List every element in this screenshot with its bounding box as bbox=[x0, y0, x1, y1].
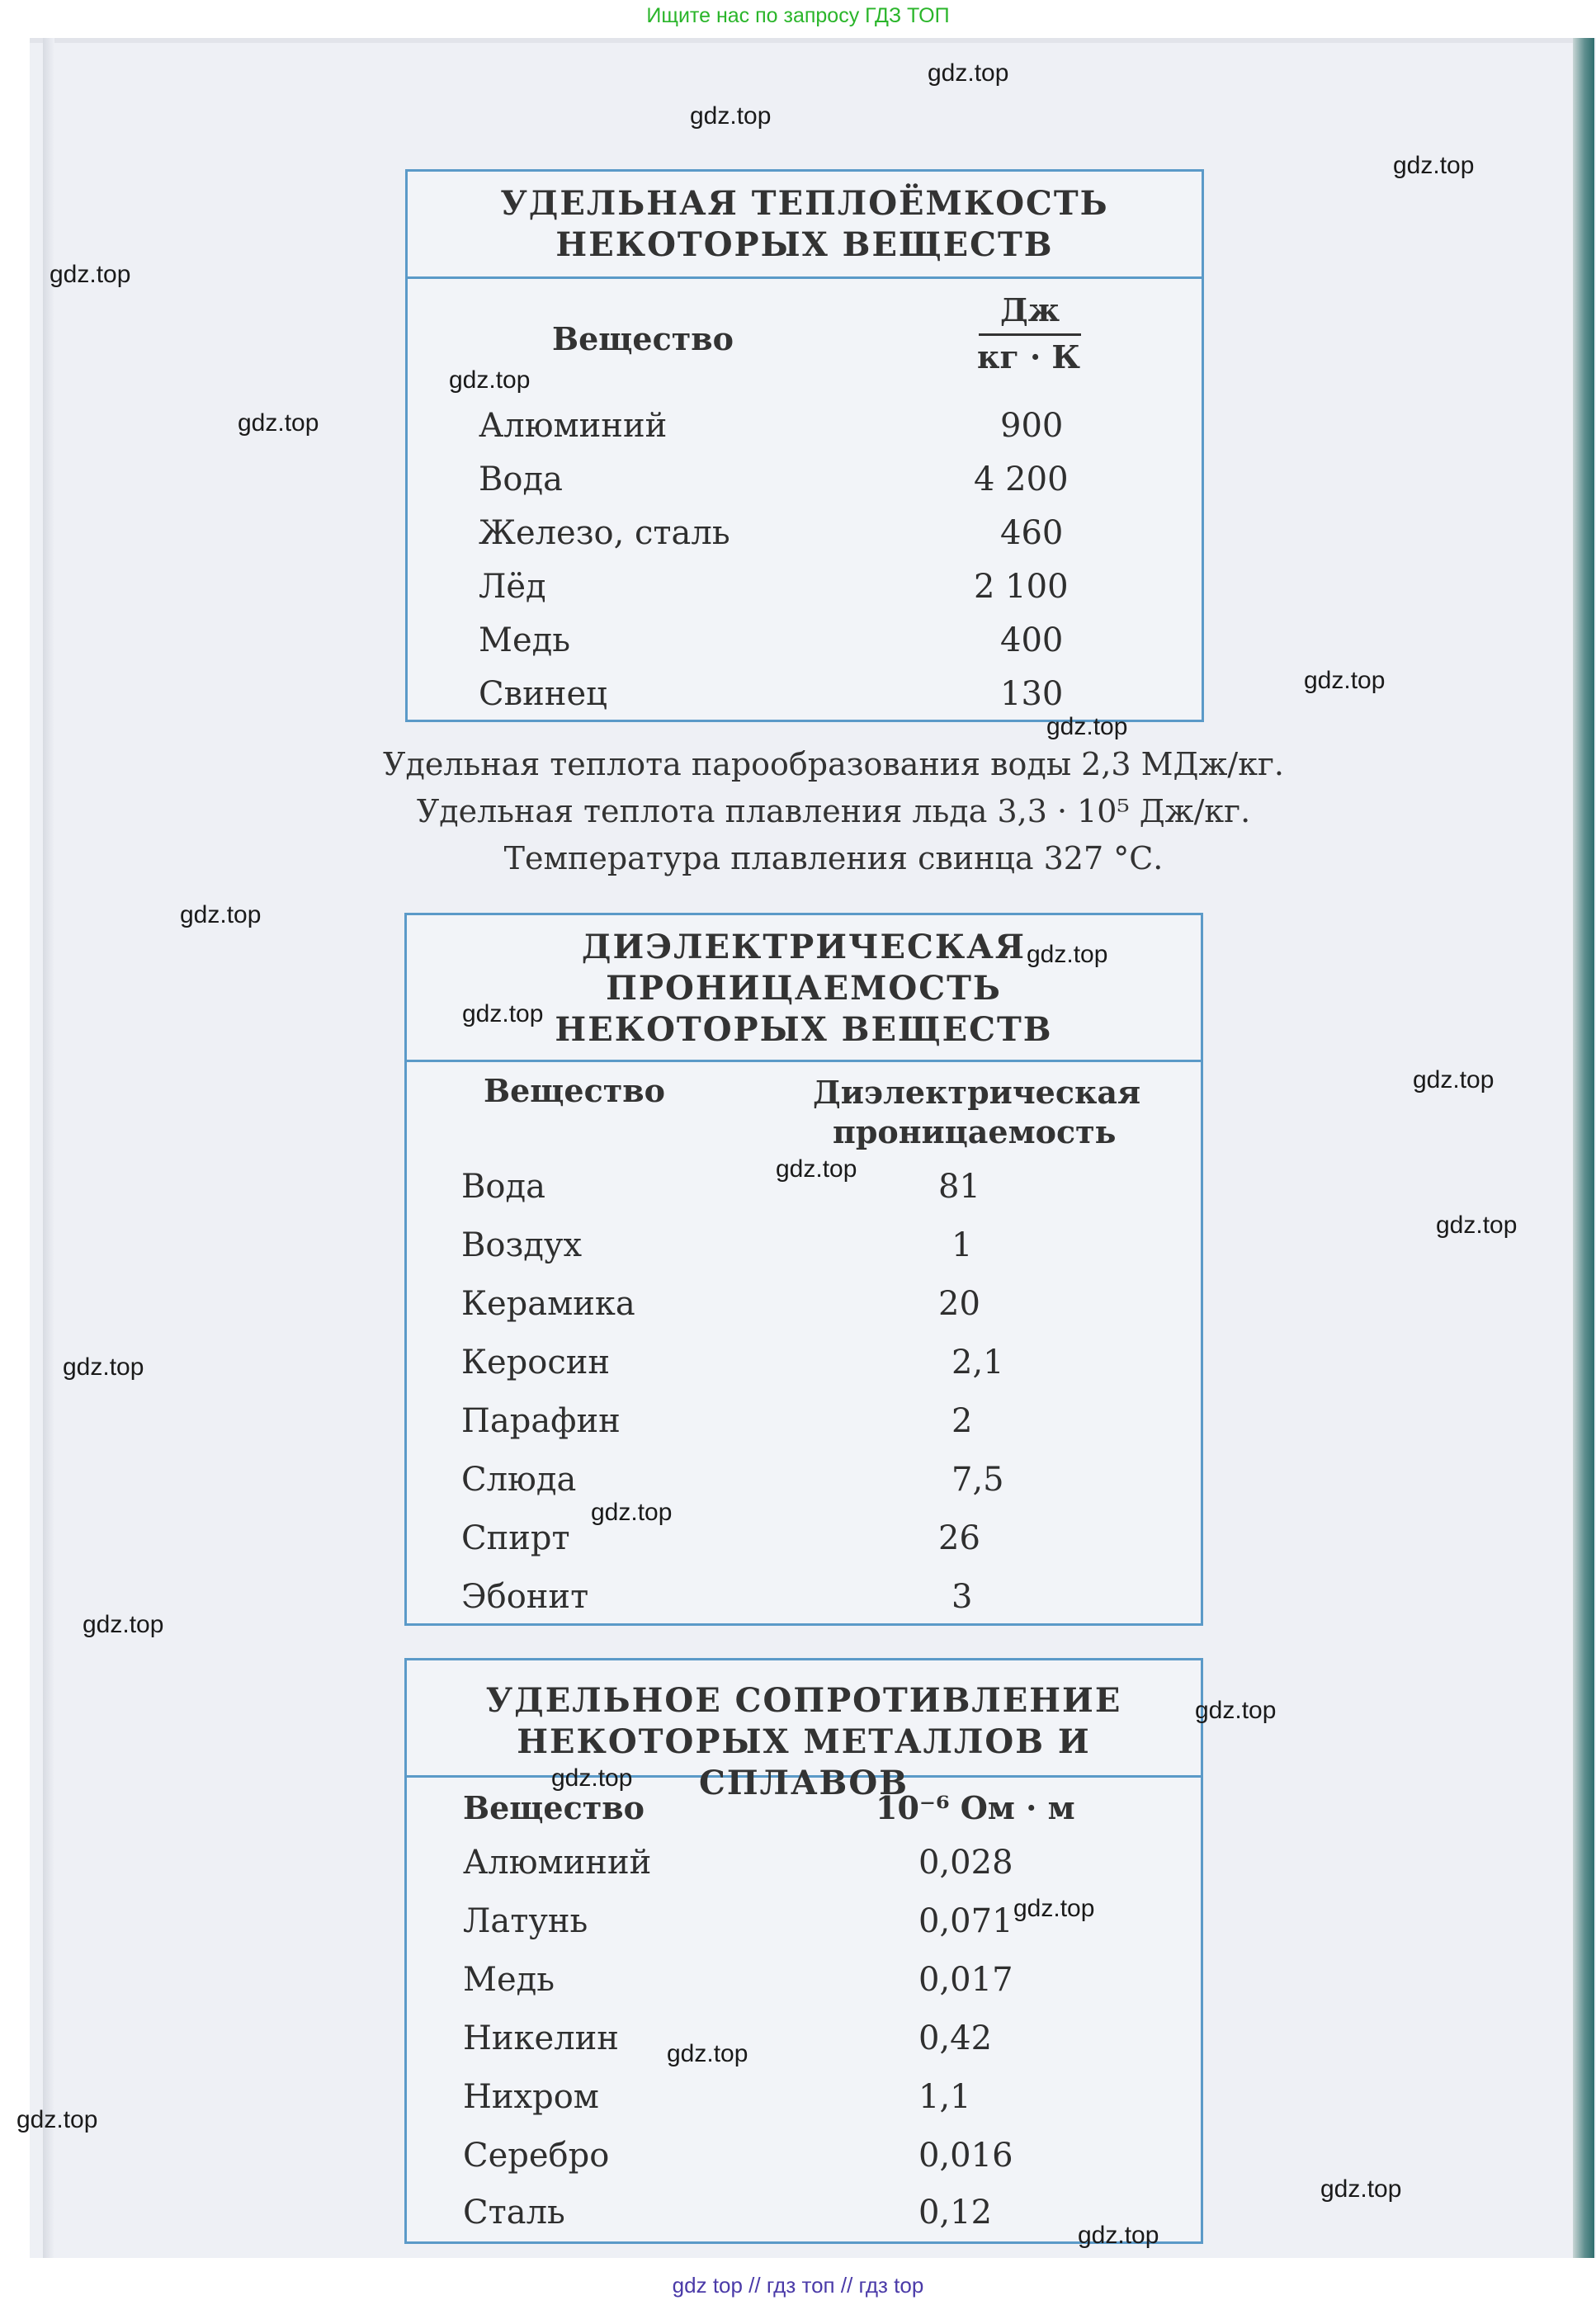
dielectric-title-line1: ДИЭЛЕКТРИЧЕСКАЯ bbox=[581, 928, 1027, 966]
substance-value: 900 bbox=[1000, 407, 1064, 445]
watermark-text: gdz.top bbox=[1304, 667, 1386, 694]
column-header-unit: 10⁻⁶ Ом · м bbox=[876, 1789, 1075, 1826]
specific-heat-title-line1: УДЕЛЬНАЯ ТЕПЛОЁМКОСТЬ bbox=[500, 184, 1109, 223]
column-header-permittivity-line1: Диэлектрическая bbox=[813, 1074, 1141, 1111]
substance-value: 1,1 bbox=[918, 2078, 971, 2116]
substance-value: 7,5 bbox=[951, 1461, 1004, 1499]
watermark-text: gdz.top bbox=[63, 1353, 144, 1381]
substance-value: 460 bbox=[1000, 514, 1064, 552]
watermark-text: gdz.top bbox=[1013, 1895, 1095, 1922]
substance-name: Воздух bbox=[461, 1226, 583, 1264]
substance-value: 0,42 bbox=[918, 2019, 993, 2057]
specific-heat-table bbox=[405, 169, 1204, 722]
substance-value: 2 bbox=[951, 1402, 973, 1440]
watermark-text: gdz.top bbox=[591, 1499, 673, 1526]
substance-name: Алюминий bbox=[479, 407, 668, 445]
column-header-substance: Вещество bbox=[484, 1072, 666, 1109]
specific-heat-title bbox=[408, 172, 1202, 279]
substance-value: 0,12 bbox=[918, 2194, 993, 2232]
watermark-text: gdz.top bbox=[690, 102, 772, 130]
substance-name: Вода bbox=[479, 461, 563, 498]
search-banner[interactable]: Ищите нас по запросу ГДЗ ТОП bbox=[646, 4, 950, 27]
substance-name: Железо, сталь bbox=[479, 514, 730, 552]
substance-name: Лёд bbox=[479, 568, 546, 606]
substance-value: 2,1 bbox=[951, 1344, 1004, 1382]
substance-value: 1 bbox=[951, 1226, 973, 1264]
watermark-text: gdz.top bbox=[1078, 2222, 1159, 2249]
substance-value: 3 bbox=[951, 1578, 973, 1616]
substance-name: Спирт bbox=[461, 1519, 570, 1557]
unit-fraction-bar bbox=[979, 333, 1081, 336]
column-header-substance: Вещество bbox=[463, 1789, 645, 1826]
watermark-text: gdz.top bbox=[1046, 713, 1128, 740]
dielectric-title-line3: НЕКОТОРЫХ ВЕЩЕСТВ bbox=[555, 1010, 1053, 1049]
dielectric-title-line2: ПРОНИЦАЕМОСТЬ bbox=[606, 969, 1002, 1008]
substance-name: Парафин bbox=[461, 1402, 621, 1440]
watermark-text: gdz.top bbox=[1393, 152, 1475, 179]
watermark-text: gdz.top bbox=[50, 261, 131, 288]
note-melting-heat: Удельная теплота плавления льда 3,3 · 10⁵ Дж/кг. bbox=[416, 793, 1251, 829]
substance-name: Медь bbox=[463, 1961, 555, 1999]
watermark-text: gdz.top bbox=[449, 366, 531, 394]
substance-value: 400 bbox=[1000, 621, 1064, 659]
substance-value: 26 bbox=[938, 1519, 980, 1557]
unit-denominator: кг · К bbox=[977, 338, 1080, 376]
specific-heat-title-line2: НЕКОТОРЫХ ВЕЩЕСТВ bbox=[555, 225, 1054, 264]
watermark-text: gdz.top bbox=[17, 2106, 98, 2133]
page-top-edge bbox=[30, 38, 1573, 43]
substance-name: Алюминий bbox=[463, 1844, 652, 1882]
watermark-text: gdz.top bbox=[238, 409, 319, 437]
watermark-text: gdz.top bbox=[776, 1155, 857, 1183]
substance-value: 130 bbox=[1000, 675, 1064, 713]
watermark-text: gdz.top bbox=[462, 1000, 544, 1027]
substance-value: 4 200 bbox=[974, 461, 1069, 498]
resistivity-title-line2: НЕКОТОРЫХ МЕТАЛЛОВ И СПЛАВОВ bbox=[517, 1722, 1091, 1802]
watermark-text: gdz.top bbox=[1195, 1697, 1277, 1724]
substance-name: Вода bbox=[461, 1168, 545, 1206]
substance-name: Серебро bbox=[463, 2137, 610, 2175]
watermark-text: gdz.top bbox=[667, 2040, 748, 2067]
note-vaporization-heat: Удельная теплота парообразования воды 2,3 МДж/кг. bbox=[383, 746, 1284, 782]
substance-name: Свинец bbox=[479, 675, 607, 713]
watermark-text: gdz.top bbox=[1027, 941, 1108, 968]
substance-name: Никелин bbox=[463, 2019, 619, 2057]
substance-name: Медь bbox=[479, 621, 571, 659]
watermark-text: gdz.top bbox=[1320, 2175, 1402, 2203]
substance-value: 20 bbox=[938, 1285, 980, 1323]
substance-value: 0,016 bbox=[918, 2137, 1013, 2175]
substance-value: 0,017 bbox=[918, 1961, 1013, 1999]
substance-name: Сталь bbox=[463, 2194, 565, 2232]
watermark-text: gdz.top bbox=[180, 901, 262, 928]
substance-value: 2 100 bbox=[974, 568, 1069, 606]
substance-value: 0,071 bbox=[918, 1902, 1013, 1940]
substance-value: 81 bbox=[938, 1168, 980, 1206]
resistivity-title-line1: УДЕЛЬНОЕ СОПРОТИВЛЕНИЕ bbox=[485, 1681, 1122, 1720]
substance-name: Керамика bbox=[461, 1285, 635, 1323]
substance-name: Эбонит bbox=[461, 1578, 589, 1616]
watermark-text: gdz.top bbox=[928, 59, 1009, 87]
substance-name: Нихром bbox=[463, 2078, 599, 2116]
watermark-text: gdz.top bbox=[83, 1611, 164, 1638]
column-header-permittivity-line2: проницаемость bbox=[833, 1113, 1117, 1150]
resistivity-table bbox=[404, 1658, 1203, 2244]
watermark-text: gdz.top bbox=[1436, 1212, 1518, 1239]
column-header-substance: Вещество bbox=[552, 320, 734, 357]
note-lead-melting-point: Температура плавления свинца 327 °С. bbox=[503, 840, 1164, 876]
page-binding-shadow bbox=[43, 38, 54, 2258]
substance-name: Латунь bbox=[463, 1902, 588, 1940]
footer-links[interactable]: gdz top // гдз топ // гдз top bbox=[672, 2273, 924, 2298]
unit-numerator: Дж bbox=[1000, 291, 1060, 328]
dielectric-title bbox=[407, 915, 1201, 1062]
page-right-edge bbox=[1573, 38, 1594, 2258]
resistivity-title bbox=[407, 1660, 1201, 1802]
watermark-text: gdz.top bbox=[551, 1764, 633, 1792]
watermark-text: gdz.top bbox=[1413, 1066, 1494, 1093]
substance-value: 0,028 bbox=[918, 1844, 1013, 1882]
substance-name: Слюда bbox=[461, 1461, 577, 1499]
substance-name: Керосин bbox=[461, 1344, 611, 1382]
